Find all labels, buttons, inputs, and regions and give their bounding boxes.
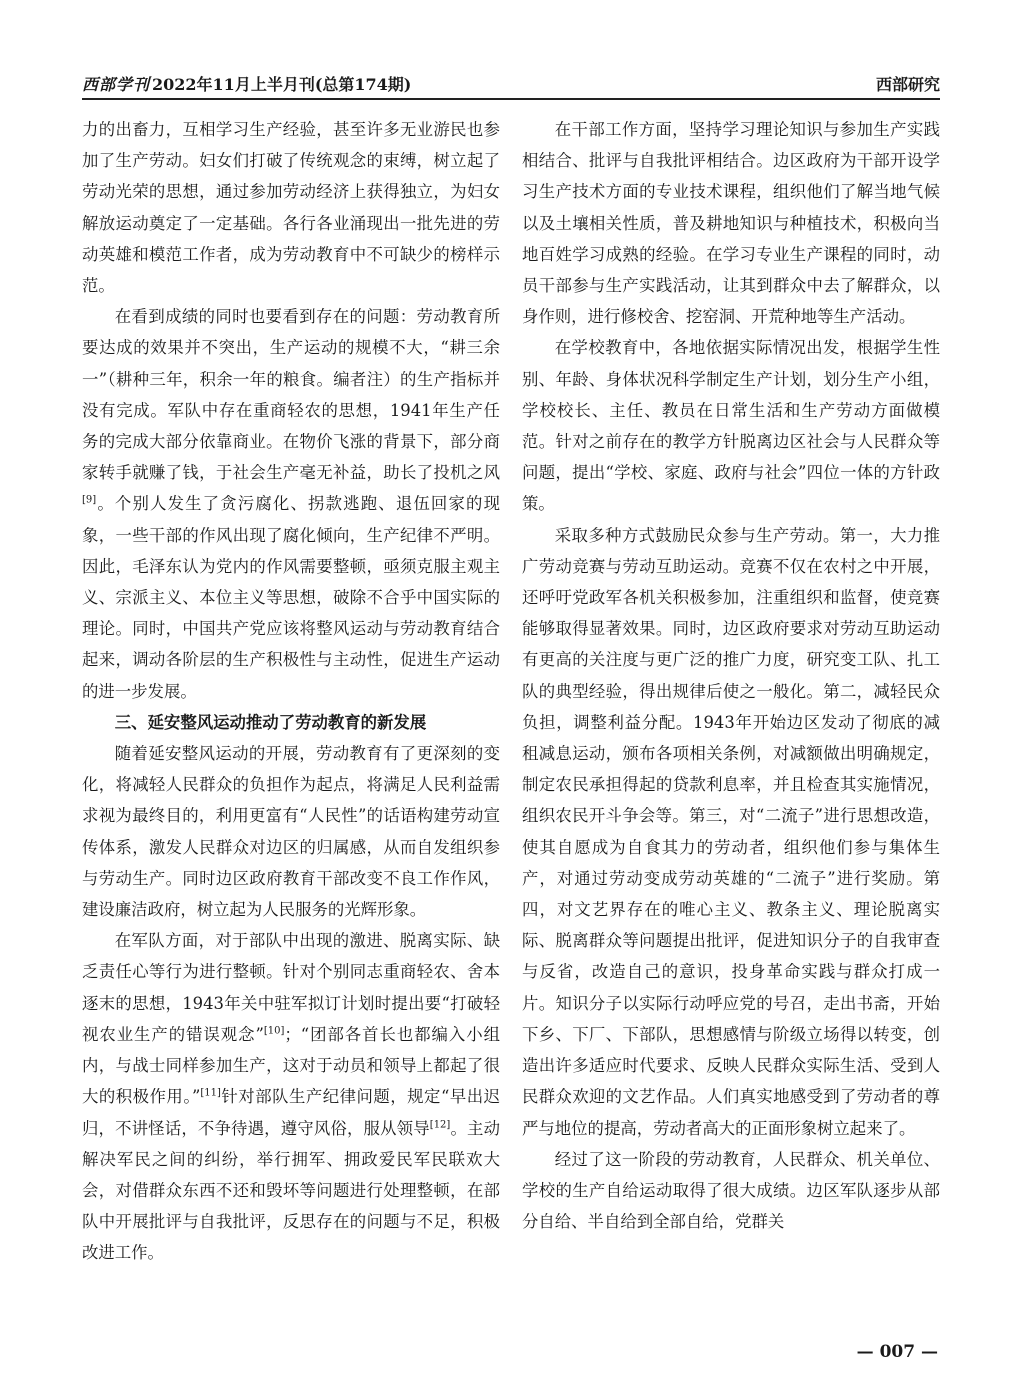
running-header xyxy=(82,70,940,100)
paragraph-text: 针对部队生产纪律问题，规定“早出迟归，不讲怪话，不争待遇，遵守风俗，服从领导 xyxy=(82,1087,500,1138)
journal-logo: 西部学刊 xyxy=(82,75,151,94)
left-column xyxy=(82,114,500,1269)
citation-ref: [11] xyxy=(200,1087,221,1099)
paragraph xyxy=(82,925,500,1268)
paragraph: 随着延安整风运动的开展，劳动教育有了更深刻的变化，将减轻人民群众的负担作为起点，将满足人民利益需求视为最终目的，利用更富有“人民性”的话语构建劳动宣传体系，激发人民群众对边区的归属感，从而自发组织参与劳动生产。同时边区政府教育干部改变不良工作作风，建设廉洁政府，树立起为人民服务的光辉形象。 xyxy=(82,744,500,920)
citation-ref: [10] xyxy=(263,1025,285,1037)
journal-issue-info xyxy=(82,72,411,95)
paragraph: 采取多种方式鼓励民众参与生产劳动。第一，大力推广劳动竞赛与劳动互助运动。竞赛不仅在农村之中开展，还呼吁党政军各机关积极参加，注重组织和监督，使竞赛能够取得显著效果。同时，边区政府要求对劳动互助运动有更高的关注度与更广泛的推广力度，研究变工队、扎工队的典型经验，得出规律后使之一般化。第二，减轻民众负担，调整利益分配。1943年开始边区发动了彻底的减租减息运动，颁布各项相关条例，对减额做出明确规定，制定农民承担得起的贷款利息率，并且检查其实施情况，组织农民开斗争会等。第三，对“二流子”进行思想改造，使其自愿成为自食其力的劳动者，组织他们参与集体生产，对通过劳动变成劳动英雄的“二流子”进行奖励。第四，对文艺界存在的唯心主义、教条主义、理论脱离实际、脱离群众等问题提出批评，促进知识分子的自我审查与反省，改造自己的意识，投身革命实践与群众打成一片。知识分子以实际行动呼应党的号召，走出书斋，开始下乡、下厂、下部队，思想感情与阶级立场得以转变，创造出许多适应时代要求、反映人民群众实际生活、受到人民群众欢迎的文艺作品。人们真实地感受到了劳动者的尊严与地位的提高，劳动者高大的正面形象树立起来了。 xyxy=(522,525,940,1138)
paragraph: 经过了这一阶段的劳动教育，人民群众、机关单位、学校的生产自给运动取得了很大成绩。边区军队逐步从部分自给、半自给到全部自给，党群关 xyxy=(522,1149,940,1232)
paragraph: 在学校教育中，各地依据实际情况出发，根据学生性别、年龄、身体状况科学制定生产计划，划分生产小组，学校校长、主任、教员在日常生活和生产劳动方面做模范。针对之前存在的教学方针脱离边区社会与人民群众等问题，提出“学校、家庭、政府与社会”四位一体的方针政策。 xyxy=(522,338,940,514)
paragraph xyxy=(82,301,500,707)
paragraph: 在干部工作方面，坚持学习理论知识与参加生产实践相结合、批评与自我批评相结合。边区政府为干部开设学习生产技术方面的专业技术课程，组织他们了解当地气候以及土壤相关性质，普及耕地知识与种植技术，积极向当地百姓学习成熟的经验。在学习专业生产课程的同时，动员干部参与生产实践活动，让其到群众中去了解群众，以身作则，进行修校舍、挖窑洞、开荒种地等生产活动。 xyxy=(522,120,940,327)
paragraph-text: 。主动解决军民之间的纠纷，举行拥军、拥政爱民军民联欢大会，对借群众东西不还和毁坏等问题进行处理整顿，在部队中开展批评与自我批评，反思存在的问题与不足，积极改进工作。 xyxy=(82,1118,501,1263)
page-number: — 007 — xyxy=(856,1342,938,1362)
section-heading: 三、延安整风运动推动了劳动教育的新发展 xyxy=(114,712,427,732)
paragraph-text: 。个别人发生了贪污腐化、拐款逃跑、退伍回家的现象，一些干部的作风出现了腐化倾向，生产纪律不严明。因此，毛泽东认为党内的作风需要整顿，亟须克服主观主义、宗派主义、本位主义等思想，破除不合乎中国实际的理论。同时，中国共产党应该将整风运动与劳动教育结合起来，调动各阶层的生产积极性与主动性，促进生产运动的进一步发展。 xyxy=(82,494,500,701)
right-column xyxy=(522,114,940,1237)
citation-ref: [9] xyxy=(82,494,97,506)
paragraph: 力的出畜力，互相学习生产经验，甚至许多无业游民也参加了生产劳动。妇女们打破了传统观念的束缚，树立起了劳动光荣的思想，通过参加劳动经济上获得独立，为妇女解放运动奠定了一定基础。各行各业涌现出一批先进的劳动英雄和模范工作者，成为劳动教育中不可缺少的榜样示范。 xyxy=(82,120,500,296)
citation-ref: [12] xyxy=(429,1119,451,1131)
section-title: 西部研究 xyxy=(875,75,940,94)
paragraph-text: 在军队方面，对于部队中出现的激进、脱离实际、缺乏责任心等行为进行整顿。针对个别同志重商轻农、舍本逐末的思想，1943年关中驻军拟订计划时提出要“打破轻视农业生产的错误观念” xyxy=(82,931,500,1044)
paragraph-text: 在看到成绩的同时也要看到存在的问题：劳动教育所要达成的效果并不突出，生产运动的规模不大，“耕三余一”（耕种三年，积余一年的粮食。编者注）的生产指标并没有完成。军队中存在重商轻农的思想，1941年生产任务的完成大部分依靠商业。在物价飞涨的背景下，部分商家转手就赚了钱，于社会生产毫无补益，助长了投机之风 xyxy=(82,307,500,483)
issue-label: 2022年11月上半月刊(总第174期) xyxy=(152,75,412,94)
paragraph-text: ；“团部各首长也都编入小组内，与战士同样参加生产，这对于动员和领导上都起了很大的积极作用。” xyxy=(82,1024,500,1107)
